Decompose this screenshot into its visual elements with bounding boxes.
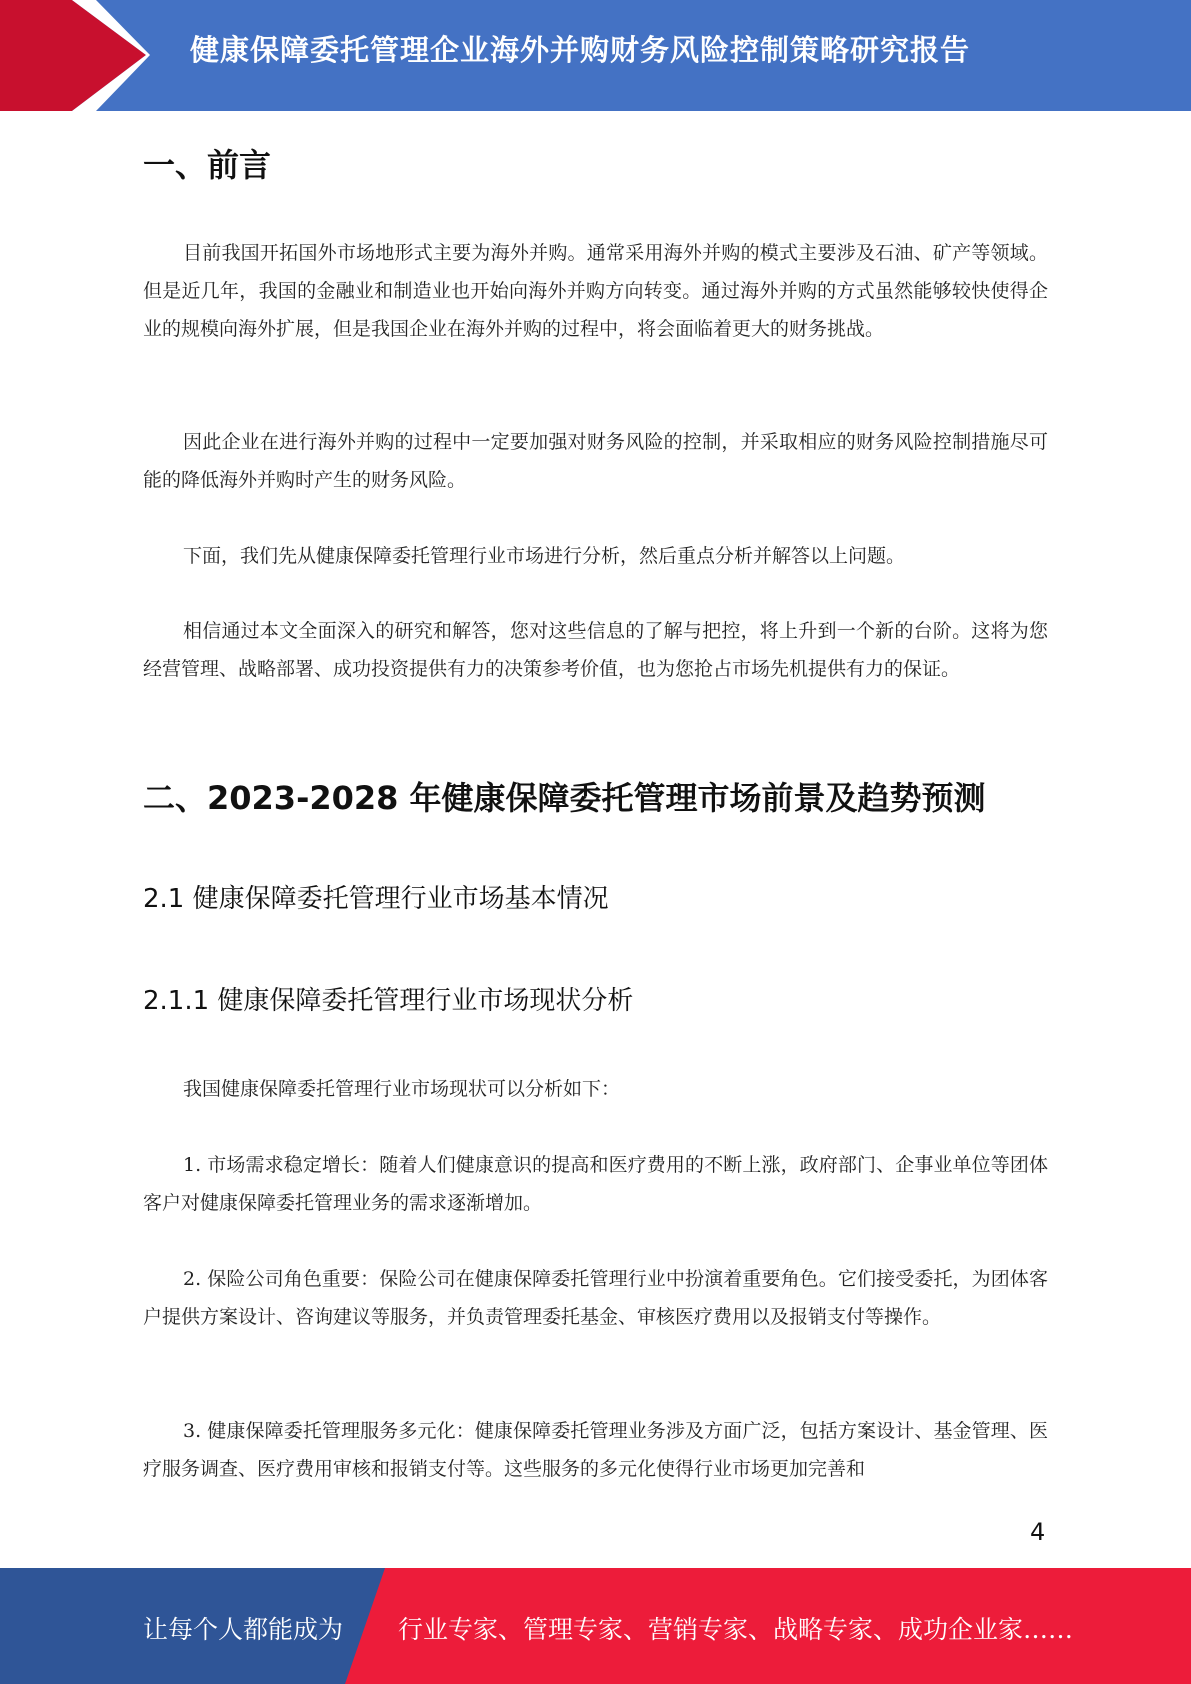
paragraph-3: 下面，我们先从健康保障委托管理行业市场进行分析，然后重点分析并解答以上问题。 (183, 545, 906, 567)
header-banner (0, 0, 1191, 111)
section-title-forecast: 二、2023-2028 年健康保障委托管理市场前景及趋势预测 (143, 779, 986, 817)
subsection-title-2-1-1: 2.1.1 健康保障委托管理行业市场现状分析 (143, 986, 634, 1016)
section-title-preface: 一、前言 (143, 146, 272, 184)
paragraph-5: 我国健康保障委托管理行业市场现状可以分析如下： (183, 1078, 621, 1100)
footer-slogan-left: 让每个人都能成为 (143, 1615, 344, 1644)
page-number: 4 (1030, 1518, 1046, 1546)
paragraph-7: 2. 保险公司角色重要：保险公司在健康保障委托管理行业中扮演着重要角色。它们接受委托，为团体客户提供方案设计、咨询建议等服务，并负责管理委托基金、审核医疗费用以及报销支付等操作。 (143, 1268, 1048, 1328)
footer-banner (0, 1568, 1191, 1684)
subsection-title-2-1: 2.1 健康保障委托管理行业市场基本情况 (143, 884, 609, 914)
header-title: 健康保障委托管理企业海外并购财务风险控制策略研究报告 (190, 33, 971, 67)
footer-slogan-right: 行业专家、管理专家、营销专家、战略专家、成功企业家…… (398, 1615, 1074, 1644)
paragraph-6: 1. 市场需求稳定增长：随着人们健康意识的提高和医疗费用的不断上涨，政府部门、企事业单位等团体客户对健康保障委托管理业务的需求逐渐增加。 (143, 1154, 1048, 1214)
paragraph-4: 相信通过本文全面深入的研究和解答，您对这些信息的了解与把控，将上升到一个新的台阶。这将为您经营管理、战略部署、成功投资提供有力的决策参考价值，也为您抢占市场先机提供有力的保证。 (143, 620, 1048, 680)
paragraph-1: 目前我国开拓国外市场地形式主要为海外并购。通常采用海外并购的模式主要涉及石油、矿产等领域。但是近几年，我国的金融业和制造业也开始向海外并购方向转变。通过海外并购的方式虽然能够较快使得企业的规模向海外扩展，但是我国企业在海外并购的过程中，将会面临着更大的财务挑战。 (143, 242, 1048, 340)
paragraph-2: 因此企业在进行海外并购的过程中一定要加强对财务风险的控制，并采取相应的财务风险控制措施尽可能的降低海外并购时产生的财务风险。 (143, 431, 1048, 491)
paragraph-8: 3. 健康保障委托管理服务多元化：健康保障委托管理业务涉及方面广泛，包括方案设计、基金管理、医疗服务调查、医疗费用审核和报销支付等。这些服务的多元化使得行业市场更加完善和 (143, 1420, 1048, 1480)
